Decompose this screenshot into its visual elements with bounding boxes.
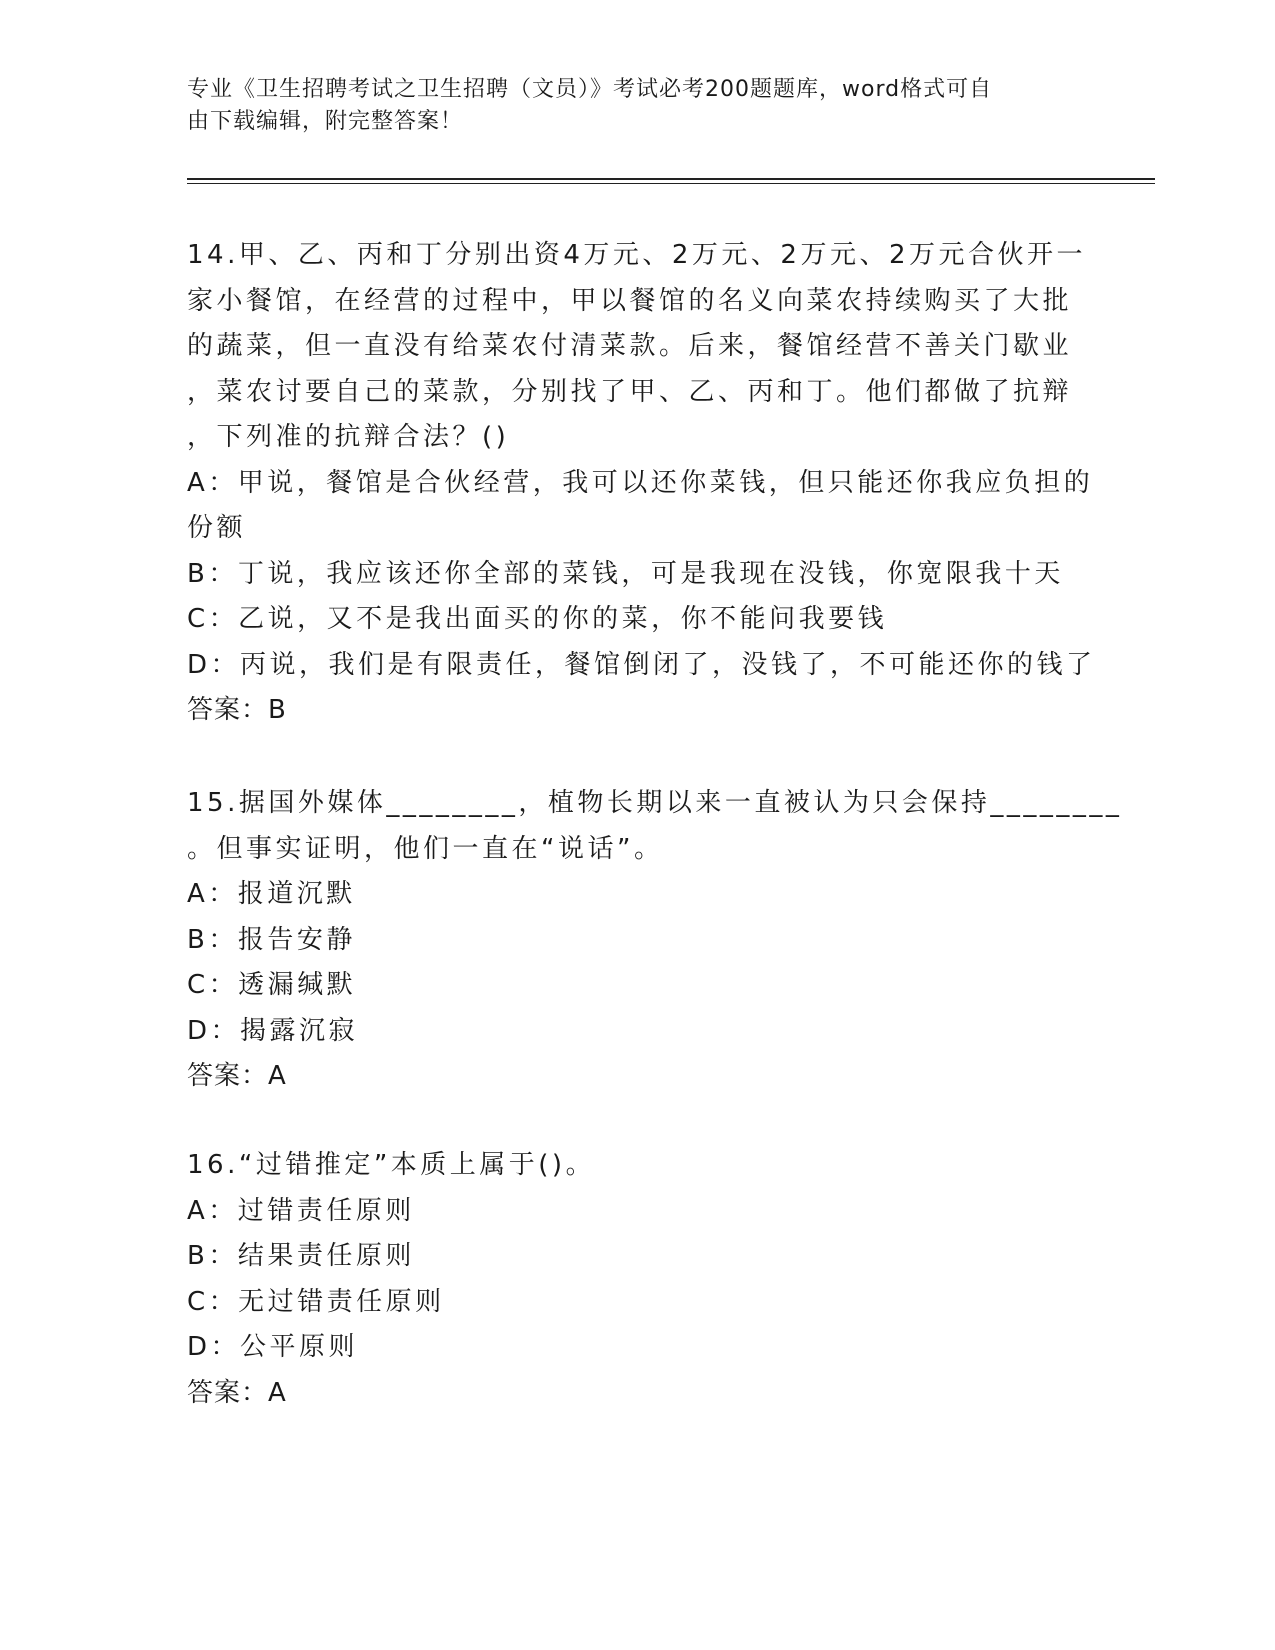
option-b: B：丁说，我应该还你全部的菜钱，可是我现在没钱，你宽限我十天: [187, 558, 1064, 589]
option-a: A：甲说，餐馆是合伙经营，我可以还你菜钱，但只能还你我应负担的: [187, 467, 1094, 498]
option-a: A：报道沉默: [187, 879, 356, 909]
question-15: [187, 781, 1123, 1100]
question-stem-line: 的蔬菜，但一直没有给菜农付清菜款。后来，餐馆经营不善关门歇业: [187, 331, 1073, 361]
option-a: A：过错责任原则: [187, 1195, 415, 1226]
question-stem-line: 家小餐馆，在经营的过程中，甲以餐馆的名义向菜农持续购买了大批: [187, 285, 1073, 316]
option-d: D：丙说，我们是有限责任，餐馆倒闭了，没钱了，不可能还你的钱了: [187, 649, 1096, 680]
option-b: B：结果责任原则: [187, 1241, 415, 1271]
answer-label: 答案：A: [187, 1377, 287, 1408]
question-14: [187, 233, 1096, 734]
option-a-continued: 份额: [187, 513, 247, 543]
option-c: C：透漏缄默: [187, 970, 357, 1000]
question-stem-line: 15.据国外媒体________，植物长期以来一直被认为只会保持________: [187, 788, 1123, 818]
question-stem-line: 16.“过错推定”本质上属于()。: [187, 1150, 596, 1180]
question-stem-line: ，菜农讨要自己的菜款，分别找了甲、乙、丙和丁。他们都做了抗辩: [187, 376, 1073, 407]
option-c: C：无过错责任原则: [187, 1286, 445, 1317]
document-header: [187, 74, 1087, 138]
question-stem-line: ，下列准的抗辩合法？(): [187, 422, 510, 452]
answer-label: 答案：A: [187, 1061, 287, 1091]
option-b: B：报告安静: [187, 924, 356, 955]
question-stem-line: 14.甲、乙、丙和丁分别出资4万元、2万元、2万元、2万元合伙开一: [187, 240, 1087, 270]
header-line-1: 专业《卫生招聘考试之卫生招聘（文员）》考试必考200题题库，word格式可自: [187, 77, 993, 102]
question-16: [187, 1143, 1087, 1416]
option-d: D：揭露沉寂: [187, 1015, 359, 1046]
header-divider-thick: [187, 178, 1155, 180]
header-line-2: 由下载编辑，附完整答案！: [187, 109, 464, 134]
option-d: D：公平原则: [187, 1332, 359, 1362]
header-divider-thin: [187, 183, 1155, 184]
question-stem-line: 。但事实证明，他们一直在“说话”。: [187, 833, 664, 864]
answer-label: 答案：B: [187, 695, 287, 725]
option-c: C：乙说，又不是我出面买的你的菜，你不能问我要钱: [187, 604, 888, 634]
